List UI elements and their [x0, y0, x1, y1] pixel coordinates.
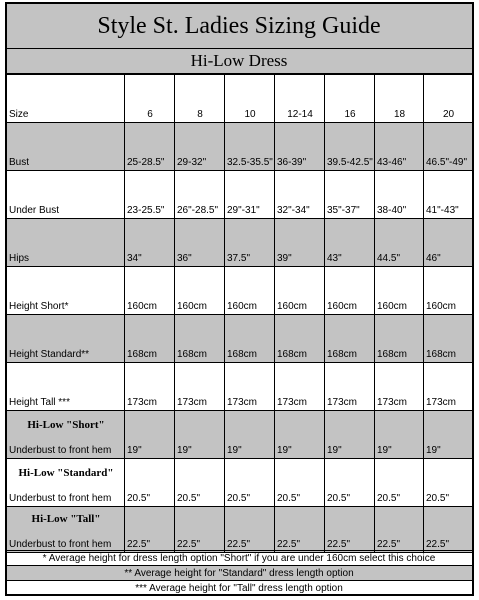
footnote-standard: ** Average height for "Standard" dress length option — [6, 565, 472, 580]
table-cell: 168cm — [225, 315, 275, 363]
size-header-cell: 10 — [225, 75, 275, 123]
table-cell: 20.5" — [275, 459, 325, 507]
table-cell: 43-46" — [375, 123, 424, 171]
table-cell: 22.5" — [375, 507, 424, 553]
row-sublabel: Underbust to front hem — [9, 493, 112, 504]
table-cell: 32"-34" — [275, 171, 325, 219]
table-cell: 22.5" — [424, 507, 473, 553]
table-cell: 37.5" — [225, 219, 275, 267]
table-cell: 46.5"-49" — [424, 123, 473, 171]
footnote-short: * Average height for dress length option "Short" if you are under 160cm select this choice — [6, 550, 472, 565]
table-cell: 173cm — [275, 363, 325, 411]
table-cell: 160cm — [225, 267, 275, 315]
table-cell: 38-40" — [375, 171, 424, 219]
table-cell: 168cm — [125, 315, 175, 363]
table-cell: 46" — [424, 219, 473, 267]
table-cell: 41"-43" — [424, 171, 473, 219]
table-cell: 168cm — [175, 315, 225, 363]
table-cell: 34" — [125, 219, 175, 267]
table-cell: 173cm — [375, 363, 424, 411]
table-cell: 22.5" — [325, 507, 375, 553]
table-cell: 25-28.5" — [125, 123, 175, 171]
table-cell: 160cm — [375, 267, 424, 315]
table-cell: 22.5" — [125, 507, 175, 553]
row-label: Height Standard** — [7, 315, 125, 363]
table-cell: 19" — [325, 411, 375, 459]
table-cell: 168cm — [275, 315, 325, 363]
table-cell: 20.5" — [325, 459, 375, 507]
table-cell: 36" — [175, 219, 225, 267]
table-cell: 22.5" — [225, 507, 275, 553]
table-cell: 173cm — [125, 363, 175, 411]
footnote-tall: *** Average height for "Tall" dress length option — [6, 580, 472, 595]
table-cell: 160cm — [175, 267, 225, 315]
table-cell: 160cm — [275, 267, 325, 315]
table-cell: 173cm — [175, 363, 225, 411]
row-sublabel: Underbust to front hem — [9, 445, 112, 456]
table-cell: 173cm — [225, 363, 275, 411]
table-cell: 20.5" — [424, 459, 473, 507]
table-cell: 168cm — [424, 315, 473, 363]
row-label: Bust — [7, 123, 125, 171]
table-cell: 20.5" — [175, 459, 225, 507]
table-cell: 20.5" — [225, 459, 275, 507]
guide-subtitle: Hi-Low Dress — [6, 49, 472, 74]
table-cell: 29"-31" — [225, 171, 275, 219]
table-cell: 160cm — [125, 267, 175, 315]
table-cell: 23-25.5" — [125, 171, 175, 219]
table-cell: 173cm — [325, 363, 375, 411]
row-label: Under Bust — [7, 171, 125, 219]
outer-border — [5, 2, 474, 596]
table-cell: 168cm — [325, 315, 375, 363]
table-cell: 19" — [175, 411, 225, 459]
table-cell: 20.5" — [125, 459, 175, 507]
table-cell: 19" — [424, 411, 473, 459]
table-cell: 19" — [125, 411, 175, 459]
table-cell: 35"-37" — [325, 171, 375, 219]
table-cell: 39.5-42.5" — [325, 123, 375, 171]
table-cell: 168cm — [375, 315, 424, 363]
size-header-cell: 12-14 — [275, 75, 325, 123]
size-header-cell: 8 — [175, 75, 225, 123]
hi-low-option-title: Hi-Low "Tall" — [31, 513, 101, 525]
table-cell: 43" — [325, 219, 375, 267]
table-cell: 173cm — [424, 363, 473, 411]
hi-low-option-title: Hi-Low "Standard" — [18, 467, 114, 479]
table-cell: 160cm — [325, 267, 375, 315]
size-header-cell: 20 — [424, 75, 473, 123]
table-cell: 32.5-35.5" — [225, 123, 275, 171]
table-cell: 26"-28.5" — [175, 171, 225, 219]
table-cell: 19" — [275, 411, 325, 459]
row-sublabel: Underbust to front hem — [9, 539, 112, 550]
table-cell: 22.5" — [175, 507, 225, 553]
row-label: Height Tall *** — [7, 363, 125, 411]
row-label: Hips — [7, 219, 125, 267]
table-cell: 22.5" — [275, 507, 325, 553]
size-header-cell: 18 — [375, 75, 424, 123]
row-label: Height Short* — [7, 267, 125, 315]
table-cell: 19" — [225, 411, 275, 459]
hi-low-option-title: Hi-Low "Short" — [27, 419, 105, 431]
table-cell: 160cm — [424, 267, 473, 315]
table-cell: 20.5" — [375, 459, 424, 507]
guide-title: Style St. Ladies Sizing Guide — [6, 4, 472, 49]
size-header-cell: 16 — [325, 75, 375, 123]
table-cell: 19" — [375, 411, 424, 459]
table-cell: 29-32" — [175, 123, 225, 171]
table-cell: 44.5" — [375, 219, 424, 267]
size-header-cell: 6 — [125, 75, 175, 123]
table-cell: 36-39" — [275, 123, 325, 171]
size-header-label: Size — [7, 75, 125, 123]
table-cell: 39" — [275, 219, 325, 267]
